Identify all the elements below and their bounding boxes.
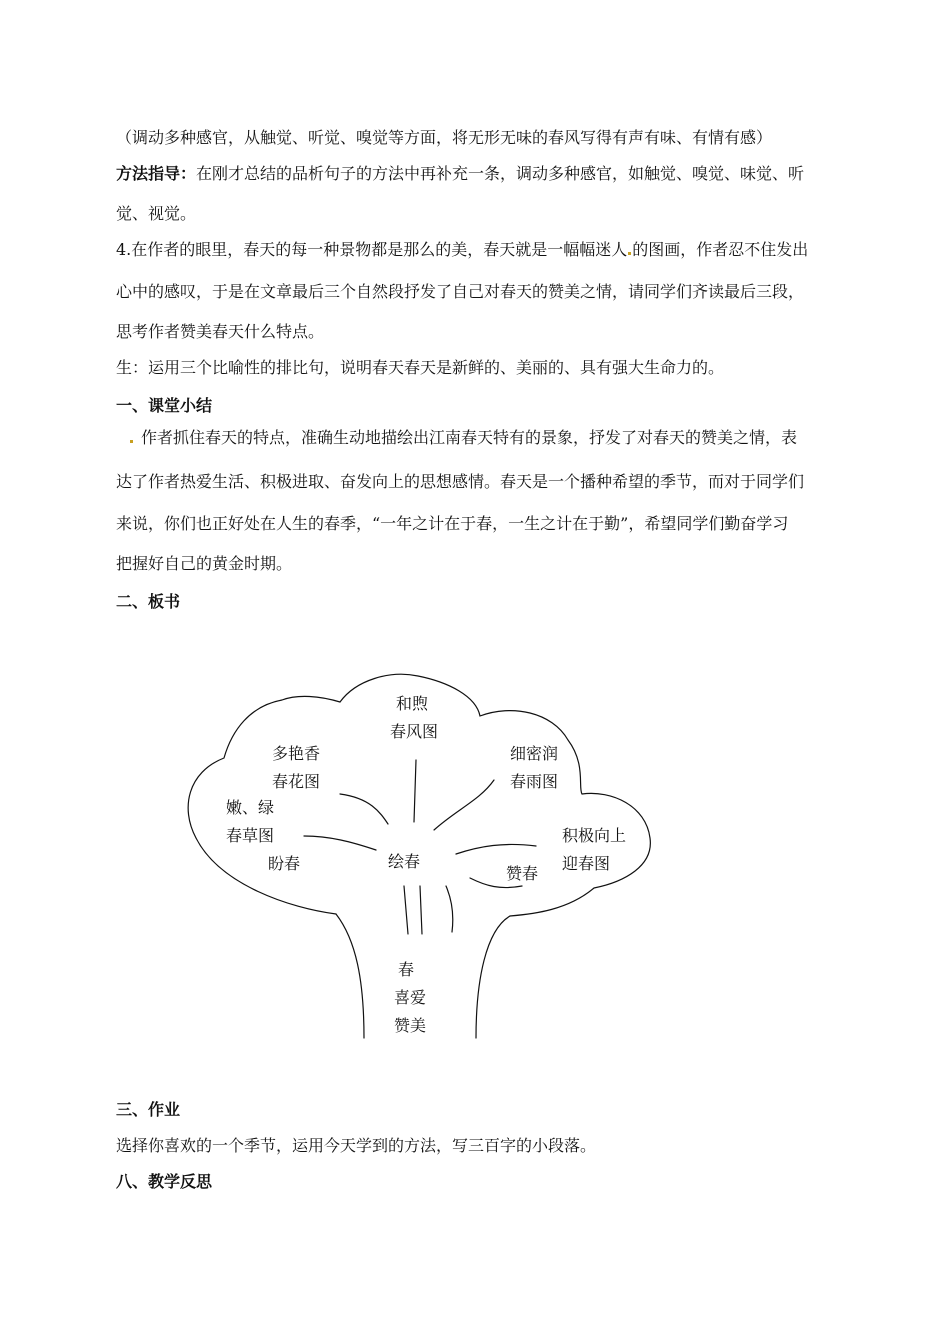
- paragraph-method-guide: [116, 164, 846, 184]
- label-spring-wind: 春风图: [390, 722, 439, 741]
- label-spring-flower: 春花图: [272, 772, 321, 791]
- label-praise-spring: 赞春: [506, 864, 539, 883]
- section-title-homework: 三、作业: [116, 1100, 181, 1119]
- label-paint-spring: 绘春: [388, 852, 421, 871]
- paragraph-method-guide-cont: 觉、视觉。: [116, 204, 197, 223]
- label-hope-spring: 盼春: [268, 854, 301, 873]
- label-praise: 赞美: [394, 1016, 427, 1035]
- stray-dot-mark: [130, 440, 133, 443]
- paragraph-question-4-line2: 心中的感叹，于是在文章最后三个自然段抒发了自己对春天的赞美之情，请同学们齐读最后三段，: [116, 282, 805, 301]
- stray-dot-mark: [628, 252, 631, 255]
- branch-left: [304, 836, 376, 850]
- label-colorful: 多艳香: [272, 744, 321, 763]
- trunk-line-1: [404, 886, 408, 934]
- section-title-board: 二、板书: [116, 592, 181, 611]
- question-4-part-a: 4.在作者的眼里，春天的每一种景物都是那么的美，春天就是一幅幅迷人: [116, 240, 628, 259]
- question-4-part-b: 的图画，作者忍不住发出: [632, 240, 809, 259]
- label-spring-grass: 春草图: [226, 826, 275, 845]
- paragraph-question-4-line3: 思考作者赞美春天什么特点。: [116, 322, 325, 341]
- branch-right: [456, 844, 536, 854]
- summary-line-1: [116, 428, 846, 448]
- summary-line-3: 来说，你们也正好处在人生的春季，“一年之计在于春，一生之计在于勤”，希望同学们勤奋学习: [116, 514, 789, 533]
- label-fine-rain: 细密润: [510, 744, 559, 763]
- tree-trunk-left: [336, 914, 364, 1038]
- paragraph-senses-note: （调动多种感官，从触觉、听觉、嗅觉等方面，将无形无味的春风写得有声有味、有情有感）: [116, 128, 773, 147]
- label-welcome-spring: 迎春图: [562, 854, 611, 873]
- summary-line-1-text: 作者抓住春天的特点，准确生动地描绘出江南春天特有的景象，抒发了对春天的赞美之情，表: [141, 428, 798, 447]
- paragraph-student-answer: 生：运用三个比喻性的排比句，说明春天春天是新鲜的、美丽的、具有强大生命力的。: [116, 358, 725, 377]
- summary-line-2: 达了作者热爱生活、积极进取、奋发向上的思想感情。春天是一个播种希望的季节，而对于同学们: [116, 472, 805, 491]
- tree-board-diagram: [180, 660, 680, 1050]
- label-warm: 和煦: [396, 694, 429, 713]
- trunk-line-2: [420, 886, 422, 934]
- method-guide-text: 在刚才总结的品析句子的方法中再补充一条，调动多种感官，如触觉、嗅觉、味觉、听: [196, 164, 805, 183]
- label-spring: 春: [398, 960, 415, 979]
- summary-line-4: 把握好自己的黄金时期。: [116, 554, 293, 573]
- paragraph-question-4: [116, 240, 846, 260]
- label-tender-green: 嫩、绿: [226, 798, 275, 817]
- section-title-summary: 一、课堂小结: [116, 396, 213, 415]
- branch-upper-left: [340, 794, 388, 824]
- tree-trunk-right: [476, 916, 510, 1038]
- homework-text: 选择你喜欢的一个季节，运用今天学到的方法，写三百字的小段落。: [116, 1136, 597, 1155]
- branch-top: [414, 760, 416, 822]
- section-title-reflection: 八、教学反思: [116, 1172, 213, 1191]
- label-love: 喜爱: [394, 988, 427, 1007]
- label-spring-rain: 春雨图: [510, 772, 559, 791]
- branch-upper-right: [434, 780, 494, 830]
- method-guide-label: 方法指导：: [116, 164, 197, 183]
- label-positive: 积极向上: [562, 826, 627, 845]
- trunk-line-3: [446, 886, 453, 932]
